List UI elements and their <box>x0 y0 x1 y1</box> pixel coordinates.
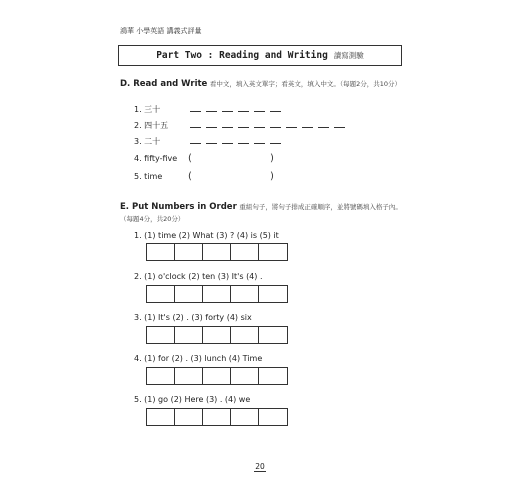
answer-box[interactable] <box>231 368 259 384</box>
answer-dash <box>238 111 249 112</box>
e-question-4: 4. (1) for (2) . (3) lunch (4) Time <box>134 354 263 363</box>
e-question-2: 2. (1) o'clock (2) ten (3) It's (4) . <box>134 272 263 281</box>
answer-dash <box>190 143 201 144</box>
answer-box[interactable] <box>259 286 287 302</box>
section-d-heading <box>120 78 405 90</box>
section-e-heading <box>120 201 405 225</box>
answer-dash <box>286 127 297 128</box>
answer-box[interactable] <box>175 286 203 302</box>
answer-box[interactable] <box>203 286 231 302</box>
section-e-title: E. Put Numbers in Order <box>120 202 237 212</box>
answer-dash <box>318 127 329 128</box>
answer-box[interactable] <box>259 327 287 343</box>
part-title-box <box>118 45 402 66</box>
answer-dash <box>254 143 265 144</box>
answer-box[interactable] <box>175 368 203 384</box>
answer-box[interactable] <box>147 244 175 260</box>
answer-box[interactable] <box>147 368 175 384</box>
d-item-5: 5. time <box>134 172 163 181</box>
answer-box[interactable] <box>231 327 259 343</box>
answer-boxes-1[interactable] <box>146 243 288 261</box>
answer-box[interactable] <box>147 286 175 302</box>
answer-box[interactable] <box>231 409 259 425</box>
answer-box[interactable] <box>231 286 259 302</box>
e-question-1: 1. (1) time (2) What (3) ? (4) is (5) it <box>134 231 279 240</box>
answer-box[interactable] <box>259 368 287 384</box>
answer-box[interactable] <box>175 327 203 343</box>
answer-paren-open-4: ( <box>188 153 192 164</box>
section-e-instruction: 重組句子，將句子排成正確順序，並將號碼填入格子內。（每題4分，共20分） <box>120 203 402 223</box>
answer-paren-open-5: ( <box>188 171 192 182</box>
answer-box[interactable] <box>147 409 175 425</box>
answer-dash <box>238 127 249 128</box>
part-subtitle: 讀寫測驗 <box>333 51 364 60</box>
d-item-4: 4. fifty-five <box>134 154 178 163</box>
answer-dash <box>206 127 217 128</box>
part-title: Part Two : Reading and Writing <box>156 50 328 61</box>
answer-paren-close-5: ) <box>270 171 274 182</box>
answer-dash <box>254 127 265 128</box>
answer-dash <box>254 111 265 112</box>
answer-box[interactable] <box>231 244 259 260</box>
section-d-title: D. Read and Write <box>120 79 208 89</box>
d-item-1: 1. 三十 <box>134 105 161 114</box>
d-item-3: 3. 二十 <box>134 137 161 146</box>
answer-box[interactable] <box>175 244 203 260</box>
answer-box[interactable] <box>259 409 287 425</box>
answer-dash <box>206 143 217 144</box>
answer-box[interactable] <box>259 244 287 260</box>
page-number-text: 20 <box>255 462 265 471</box>
answer-dash <box>270 111 281 112</box>
book-header: 鴻華 小學英語 講義式評量 <box>120 27 202 35</box>
answer-boxes-5[interactable] <box>146 408 288 426</box>
answer-dash <box>270 143 281 144</box>
answer-box[interactable] <box>203 244 231 260</box>
d-item-2: 2. 四十五 <box>134 121 169 130</box>
answer-boxes-2[interactable] <box>146 285 288 303</box>
e-question-3: 3. (1) It's (2) . (3) forty (4) six <box>134 313 252 322</box>
answer-dash <box>302 127 313 128</box>
e-question-5: 5. (1) go (2) Here (3) . (4) we <box>134 395 251 404</box>
answer-dash <box>222 143 233 144</box>
answer-dash <box>206 111 217 112</box>
answer-box[interactable] <box>147 327 175 343</box>
answer-boxes-3[interactable] <box>146 326 288 344</box>
answer-box[interactable] <box>203 327 231 343</box>
answer-dash <box>270 127 281 128</box>
answer-dash <box>222 127 233 128</box>
answer-box[interactable] <box>175 409 203 425</box>
page-number <box>0 462 520 471</box>
answer-paren-close-4: ) <box>270 153 274 164</box>
answer-box[interactable] <box>203 409 231 425</box>
answer-box[interactable] <box>203 368 231 384</box>
answer-dash <box>222 111 233 112</box>
answer-dash <box>334 127 345 128</box>
answer-dash <box>190 127 201 128</box>
answer-dash <box>190 111 201 112</box>
section-d-instruction: 看中文，填入英文單字；看英文，填入中文。（每題2分，共10分） <box>209 80 402 88</box>
answer-boxes-4[interactable] <box>146 367 288 385</box>
answer-dash <box>238 143 249 144</box>
